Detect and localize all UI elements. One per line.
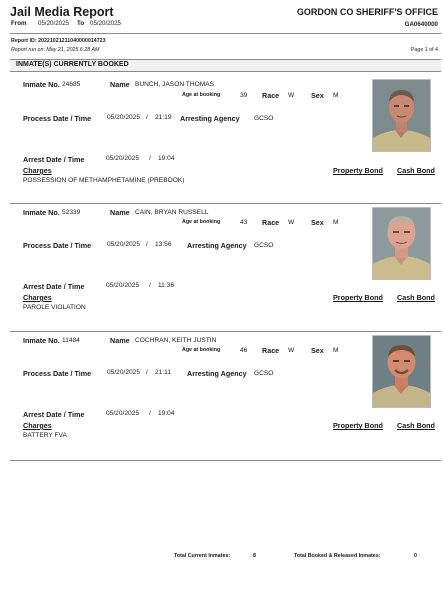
mugshot-photo — [372, 335, 431, 408]
inmate-sex: M — [333, 219, 339, 226]
charges-label: Charges — [23, 421, 52, 430]
cash-bond-label: Cash Bond — [397, 421, 435, 430]
process-time: 21:19 — [155, 114, 172, 121]
name-label: Name — [110, 336, 130, 345]
age-label: Age at booking — [182, 219, 221, 225]
arresting-agency: GCSO — [254, 370, 274, 377]
property-bond-label: Property Bond — [333, 293, 383, 302]
inmate-name: CAIN, BRYAN RUSSELL — [135, 209, 209, 216]
arrest-time: 11:36 — [158, 282, 175, 289]
office-name: GORDON CO SHERIFF'S OFFICE — [296, 7, 438, 17]
to-date: 05/20/2025 — [90, 20, 121, 27]
name-label: Name — [110, 80, 130, 89]
charges-label: Charges — [23, 166, 52, 175]
race-label: Race — [262, 91, 280, 100]
sex-label: Sex — [311, 346, 324, 355]
arrest-date: 05/20/2025 — [106, 282, 140, 289]
report-title: Jail Media Report — [10, 5, 114, 19]
age-label: Age at booking — [182, 92, 221, 98]
arrest-separator: / — [149, 155, 151, 162]
ori-code: GA0640000 — [404, 21, 438, 28]
arresting-agency: GCSO — [254, 115, 274, 122]
arrest-date-label: Arrest Date / Time — [23, 155, 85, 164]
mugshot-photo — [372, 79, 431, 152]
inmate-age: 46 — [240, 347, 248, 354]
section-title: INMATE(S) CURRENTLY BOOKED — [16, 61, 129, 68]
from-date: 05/20/2025 — [38, 20, 69, 27]
property-bond-label: Property Bond — [333, 421, 383, 430]
inmate-race: W — [288, 219, 295, 226]
charge-text: PAROLE VIOLATION — [23, 304, 86, 311]
report-run: Report run on: May 21, 2025 6:28 AM — [11, 47, 100, 53]
page-number: Page 1 of 4 — [410, 47, 438, 53]
arrest-separator: / — [149, 282, 151, 289]
inmate-name: BUNCH, JASON THOMAS — [135, 81, 215, 88]
to-label: To — [77, 20, 85, 27]
race-label: Race — [262, 218, 280, 227]
inmate-sex: M — [333, 92, 339, 99]
inmate-no: 24685 — [62, 81, 81, 88]
charge-text: BATTERY FVA — [23, 432, 67, 439]
from-label: From — [11, 20, 27, 27]
process-date-label: Process Date / Time — [23, 114, 92, 123]
arrest-date: 05/20/2025 — [106, 410, 140, 417]
process-separator: / — [146, 241, 148, 248]
arrest-date-label: Arrest Date / Time — [23, 282, 85, 291]
arresting-agency-label: Arresting Agency — [187, 369, 247, 378]
total-released-value: 0 — [414, 553, 417, 559]
process-separator: / — [146, 114, 148, 121]
arrest-date: 05/20/2025 — [106, 155, 140, 162]
process-time: 13:56 — [155, 241, 172, 248]
arresting-agency: GCSO — [254, 242, 274, 249]
process-date: 05/20/2025 — [107, 369, 141, 376]
report-id: Report ID: 20221021211040000014723 — [11, 38, 106, 44]
header-divider — [10, 33, 441, 34]
charges-label: Charges — [23, 293, 52, 302]
inmate-no-label: Inmate No. — [23, 80, 60, 89]
cash-bond-label: Cash Bond — [397, 166, 435, 175]
sex-label: Sex — [311, 218, 324, 227]
process-date: 05/20/2025 — [107, 114, 141, 121]
mugshot-photo — [372, 207, 431, 280]
process-separator: / — [146, 369, 148, 376]
arresting-agency-label: Arresting Agency — [187, 241, 247, 250]
inmate-no-label: Inmate No. — [23, 208, 60, 217]
name-label: Name — [110, 208, 130, 217]
arrest-date-label: Arrest Date / Time — [23, 410, 85, 419]
record-divider — [10, 203, 441, 204]
inmate-no-label: Inmate No. — [23, 336, 60, 345]
arrest-time: 19:04 — [158, 155, 175, 162]
inmate-no: 52339 — [62, 209, 81, 216]
inmate-no: 11484 — [62, 337, 80, 344]
arresting-agency-label: Arresting Agency — [180, 114, 240, 123]
inmate-race: W — [288, 92, 295, 99]
race-label: Race — [262, 346, 280, 355]
inmate-age: 43 — [240, 219, 248, 226]
inmate-sex: M — [333, 347, 339, 354]
process-date: 05/20/2025 — [107, 241, 141, 248]
process-date-label: Process Date / Time — [23, 369, 92, 378]
total-released-label: Total Booked & Released Inmates: — [294, 553, 381, 559]
inmate-name: COCHRAN, KEITH JUSTIN — [135, 337, 217, 344]
age-label: Age at booking — [182, 347, 221, 353]
inmate-race: W — [288, 347, 295, 354]
process-date-label: Process Date / Time — [23, 241, 92, 250]
inmate-age: 39 — [240, 92, 248, 99]
total-current-label: Total Current Inmates: — [174, 553, 231, 559]
sex-label: Sex — [311, 91, 324, 100]
cash-bond-label: Cash Bond — [397, 293, 435, 302]
process-time: 21:11 — [155, 369, 172, 376]
arrest-separator: / — [149, 410, 151, 417]
record-divider — [10, 331, 441, 332]
total-current-value: 8 — [253, 553, 256, 559]
record-divider — [10, 460, 441, 461]
arrest-time: 19:04 — [158, 410, 175, 417]
charge-text: POSSESSION OF METHAMPHETAMINE (PREBOOK) — [23, 177, 185, 184]
property-bond-label: Property Bond — [333, 166, 383, 175]
